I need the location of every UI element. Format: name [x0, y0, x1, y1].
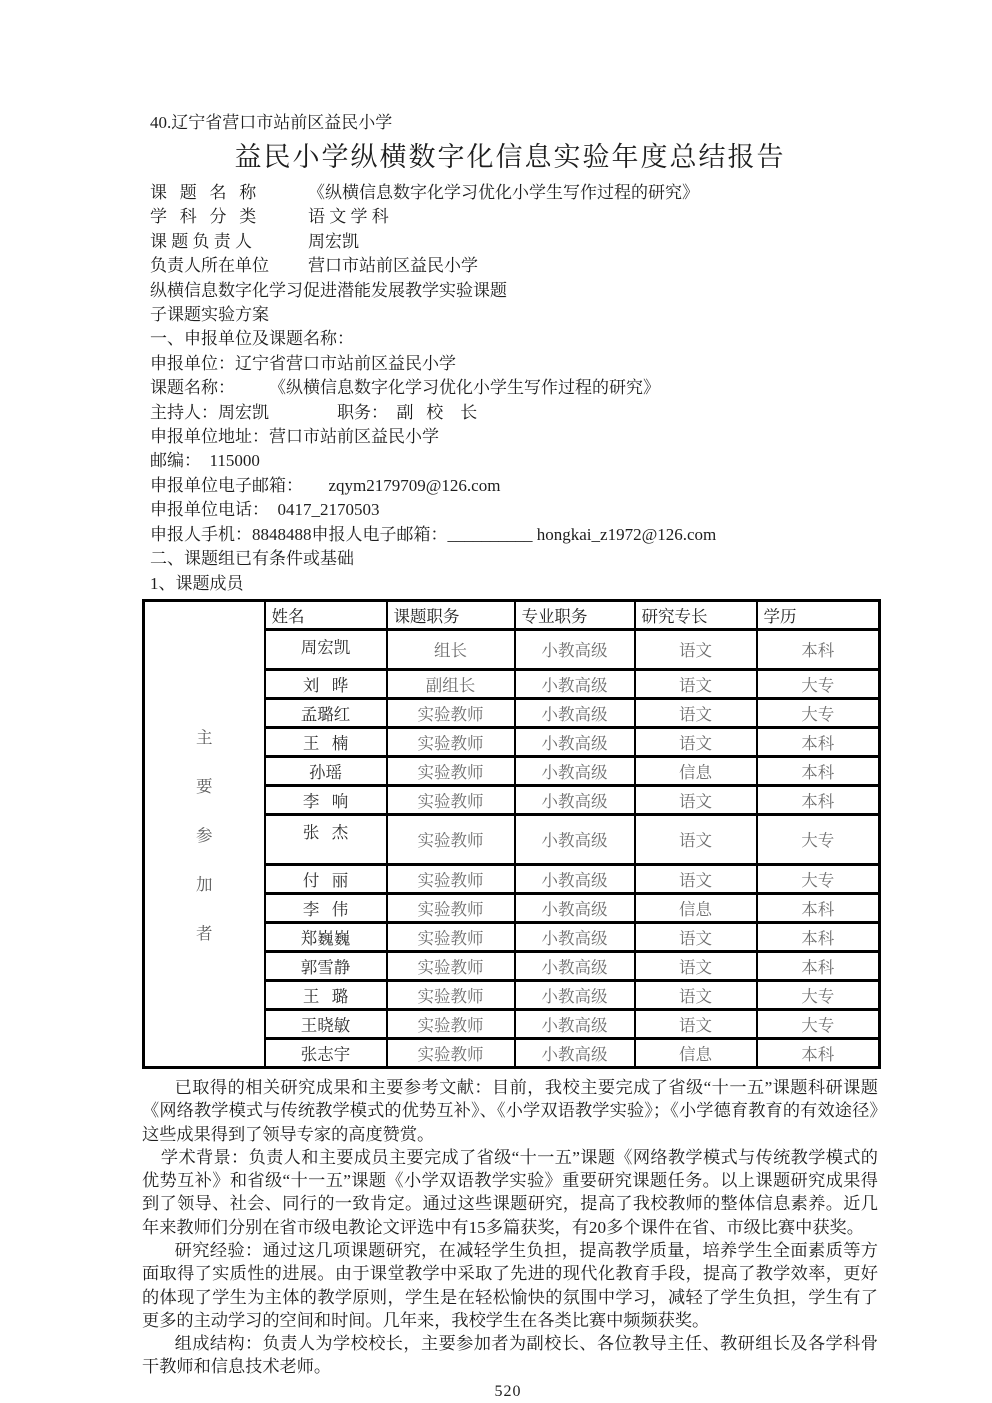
cell-role: 实验教师 [387, 698, 515, 727]
cell-title: 小教高级 [515, 629, 635, 669]
cell-title: 小教高级 [515, 1009, 635, 1038]
cell-specialty: 语文 [635, 951, 757, 980]
cell-name: 郭雪静 [265, 951, 387, 980]
cell-specialty: 语文 [635, 669, 757, 698]
cell-title: 小教高级 [515, 756, 635, 785]
cell-degree: 本科 [757, 922, 880, 951]
cell-role: 实验教师 [387, 1038, 515, 1067]
cell-title: 小教高级 [515, 727, 635, 756]
cell-name: 周宏凯 [265, 629, 387, 669]
cell-specialty: 语文 [635, 864, 757, 893]
cell-title: 小教高级 [515, 980, 635, 1009]
cell-specialty: 信息 [635, 893, 757, 922]
header-field [150, 181, 880, 205]
cell-name: 郑巍巍 [265, 922, 387, 951]
section-line: 纵横信息数字化学习促进潜能发展教学实验课题 [150, 280, 507, 300]
cell-role: 实验教师 [387, 922, 515, 951]
cell-specialty: 语文 [635, 980, 757, 1009]
cell-title: 小教高级 [515, 785, 635, 814]
section-line: 子课题实验方案 [150, 305, 269, 325]
cell-degree: 本科 [757, 893, 880, 922]
cell-specialty: 语文 [635, 629, 757, 669]
section-line: 申报单位：辽宁省营口市站前区益民小学 [150, 353, 456, 373]
cell-role: 实验教师 [387, 893, 515, 922]
section-line: 申报单位电子邮箱： zqym2179709@126.com [150, 475, 501, 495]
section-line: 课题名称： 《纵横信息数字化学习优化小学生写作过程的研究》 [150, 378, 660, 398]
group-label [151, 648, 258, 1020]
group-label-char: 参 [196, 825, 213, 845]
section-line: 主持人：周宏凯 职务： 副 校 长 [150, 402, 478, 422]
header-field [150, 254, 880, 278]
field-value: 语 文 学 科 [308, 207, 389, 227]
page-number: 520 [494, 1382, 522, 1400]
cell-degree: 本科 [757, 951, 880, 980]
cell-degree: 大专 [757, 669, 880, 698]
section-line: 申报单位地址：营口市站前区益民小学 [150, 427, 439, 447]
field-label: 学 科 分 类 [150, 207, 257, 227]
cell-specialty: 语文 [635, 814, 757, 864]
cell-name: 孟璐红 [265, 698, 387, 727]
body-paragraphs [142, 1076, 878, 1379]
page-title: 益民小学纵横数字化信息实验年度总结报告 [234, 142, 786, 172]
table-header-row [144, 600, 880, 629]
cell-specialty: 语文 [635, 727, 757, 756]
cell-degree: 大专 [757, 1009, 880, 1038]
cell-role: 实验教师 [387, 727, 515, 756]
group-label-cell [144, 600, 265, 1067]
cell-role: 实验教师 [387, 951, 515, 980]
cell-role: 实验教师 [387, 756, 515, 785]
cell-title: 小教高级 [515, 1038, 635, 1067]
field-label: 课 题 负 责 人 [150, 231, 252, 251]
cell-degree: 本科 [757, 785, 880, 814]
header-field [150, 205, 880, 229]
cell-name: 李 响 [265, 785, 387, 814]
cell-title: 小教高级 [515, 864, 635, 893]
cell-degree: 大专 [757, 864, 880, 893]
cell-name: 王 楠 [265, 727, 387, 756]
group-label-char: 者 [196, 923, 213, 943]
field-value: 营口市站前区益民小学 [308, 256, 478, 276]
group-label-char: 加 [196, 874, 213, 894]
cell-specialty: 语文 [635, 1009, 757, 1038]
cell-role: 实验教师 [387, 814, 515, 864]
cell-specialty: 信息 [635, 1038, 757, 1067]
cell-degree: 本科 [757, 1038, 880, 1067]
paragraph: 组成结构：负责人为学校校长，主要参加者为副校长、各位教导主任、教研组长及各学科骨干教师和信息技术老师。 [142, 1334, 878, 1377]
section-lines [150, 279, 880, 596]
cell-degree: 大专 [757, 980, 880, 1009]
cell-title: 小教高级 [515, 951, 635, 980]
section-line: 邮编： 115000 [150, 451, 260, 471]
cell-specialty: 语文 [635, 785, 757, 814]
paragraph: 学术背景：负责人和主要成员主要完成了省级“十一五”课题《网络教学模式与传统教学模式的优势互补》和省级“十一五”课题《小学双语教学实验》重要研究课题任务。以上课题研究成果得到了领导、社会、同行的一致肯定。通过这些课题研究，提高了我校教师的整体信息素养。近几年来教师们分别在省市级电教论文评选中有15多篇获奖，有20多个课件在省、市级比赛中获奖。 [142, 1147, 878, 1237]
cell-title: 小教高级 [515, 922, 635, 951]
cell-degree: 本科 [757, 727, 880, 756]
column-header: 研究专长 [635, 600, 757, 629]
cell-degree: 大专 [757, 698, 880, 727]
cell-role: 实验教师 [387, 1009, 515, 1038]
field-label: 课 题 名 称 [150, 183, 257, 202]
cell-specialty: 信息 [635, 756, 757, 785]
cell-degree: 本科 [757, 629, 880, 669]
cell-title: 小教高级 [515, 669, 635, 698]
cell-title: 小教高级 [515, 893, 635, 922]
cell-specialty: 语文 [635, 922, 757, 951]
cell-role: 实验教师 [387, 980, 515, 1009]
section-line: 申报单位电话： 0417_2170503 [150, 500, 380, 520]
column-header: 学历 [757, 600, 880, 629]
paragraph: 已取得的相关研究成果和主要参考文献：目前，我校主要完成了省级“十一五”课题科研课题《网络教学模式与传统教学模式的优势互补》、《小学双语教学实验》；《小学德育教育的有效途径》这些成果得到了领导专家的高度赞赏。 [142, 1077, 878, 1144]
cell-degree: 本科 [757, 756, 880, 785]
cell-name: 付 丽 [265, 864, 387, 893]
cell-name: 王晓敏 [265, 1009, 387, 1038]
field-value: 《纵横信息数字化学习优化小学生写作过程的研究》 [308, 183, 699, 202]
section-line: 一、申报单位及课题名称： [150, 329, 354, 349]
cell-name: 王 璐 [265, 980, 387, 1009]
cell-role: 副组长 [387, 669, 515, 698]
cell-role: 实验教师 [387, 864, 515, 893]
doc-number: 40.辽宁省营口市站前区益民小学 [150, 113, 393, 132]
group-label-char: 要 [196, 776, 213, 796]
cell-degree: 大专 [757, 814, 880, 864]
cell-title: 小教高级 [515, 698, 635, 727]
column-header: 姓名 [265, 600, 387, 629]
section-line: 1、课题成员 [150, 573, 244, 593]
cell-name: 孙瑶 [265, 756, 387, 785]
field-value: 周宏凯 [308, 231, 359, 251]
cell-specialty: 语文 [635, 698, 757, 727]
cell-title: 小教高级 [515, 814, 635, 864]
group-label-char: 主 [196, 727, 213, 747]
field-label: 负责人所在单位 [150, 256, 269, 276]
cell-name: 张 杰 [265, 814, 387, 864]
cell-role: 实验教师 [387, 785, 515, 814]
column-header: 课题职务 [387, 600, 515, 629]
cell-name: 张志宇 [265, 1038, 387, 1067]
members-table [142, 599, 881, 1069]
section-line: 二、课题组已有条件或基础 [150, 549, 354, 569]
cell-role: 组长 [387, 629, 515, 669]
header-fields [150, 181, 880, 279]
header-field [150, 230, 880, 254]
cell-name: 刘 晔 [265, 669, 387, 698]
section-line: 申报人手机：8848488申报人电子邮箱：__________ hongkai_z1972@126.com [150, 524, 717, 544]
column-header: 专业职务 [515, 600, 635, 629]
paragraph: 研究经验：通过这几项课题研究，在减轻学生负担，提高教学质量，培养学生全面素质等方面取得了实质性的进展。由于课堂教学中采取了先进的现代化教育手段，提高了教学效率，更好的体现了学生为主体的教学原则，学生是在轻松愉快的氛围中学习，减轻了学生负担，学生有了更多的主动学习的空间和时间。几年来，我校学生在各类比赛中频频获奖。 [142, 1240, 878, 1330]
cell-name: 李 伟 [265, 893, 387, 922]
